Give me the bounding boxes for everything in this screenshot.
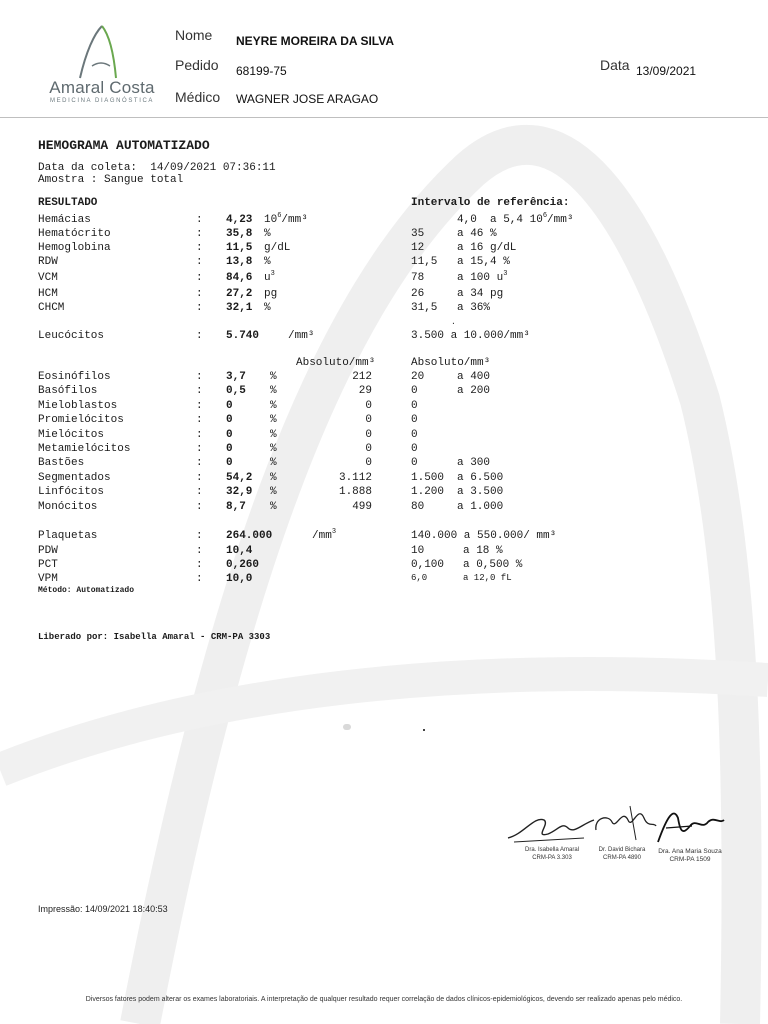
result-name: Hemácias bbox=[38, 214, 91, 226]
platelet-row bbox=[0, 573, 768, 587]
platelet-name: Plaquetas bbox=[38, 530, 98, 542]
cell-name: Eosinófilos bbox=[38, 371, 111, 383]
result-row bbox=[0, 256, 768, 270]
ref-low: 12 bbox=[411, 242, 425, 254]
unit-text: % bbox=[264, 302, 271, 314]
ref-text: a 100 u bbox=[457, 272, 504, 284]
colon: : bbox=[196, 228, 203, 240]
platelet-value: 10,0 bbox=[226, 573, 253, 585]
cell-name: Promielócitos bbox=[38, 414, 124, 427]
cell-percent: 32,9 bbox=[226, 486, 253, 499]
colon: : bbox=[196, 559, 203, 571]
ref-low: 26 bbox=[411, 288, 425, 300]
ref-low: 78 bbox=[411, 272, 425, 284]
platelet-row bbox=[0, 530, 768, 544]
differential-row bbox=[0, 400, 768, 414]
result-unit bbox=[264, 214, 308, 226]
colon: : bbox=[196, 302, 203, 314]
cell-name: Mieloblastos bbox=[38, 399, 118, 412]
ref-low: 35 bbox=[411, 228, 425, 240]
ref-low: 0 bbox=[411, 428, 418, 441]
leucocitos-row bbox=[0, 330, 768, 344]
cell-absolute: 0 bbox=[365, 428, 372, 441]
ref-high bbox=[490, 214, 573, 226]
ref-high: a 200 bbox=[457, 385, 491, 398]
cell-percent: 54,2 bbox=[226, 471, 253, 484]
unit-text: % bbox=[264, 256, 271, 268]
ref-low: 80 bbox=[411, 500, 425, 513]
cell-percent: 0 bbox=[226, 443, 233, 455]
signature-1-name: Dra. Isabella Amaral bbox=[524, 847, 580, 853]
signature-ana-maria-souza bbox=[652, 804, 728, 848]
ref-high: a 0,500 % bbox=[463, 559, 523, 571]
cell-absolute: 0 bbox=[365, 399, 372, 412]
unit-text: pg bbox=[264, 288, 278, 300]
platelet-unit bbox=[312, 530, 336, 542]
colon: : bbox=[196, 256, 203, 268]
pedido-label: Pedido bbox=[175, 57, 219, 73]
ref-low: 4,0 bbox=[457, 214, 477, 226]
signature-2-crm: CRM-PA 4890 bbox=[603, 855, 641, 861]
medico-label: Médico bbox=[175, 89, 221, 105]
unit-sup: 3 bbox=[331, 528, 337, 536]
percent-sign: % bbox=[270, 457, 277, 470]
ref-high: a 3.500 bbox=[457, 486, 504, 499]
footer-disclaimer: Diversos fatores podem alterar os exames laboratoriais. A interpretação de qualquer resultado requer correlação de dados clínicos-epidemiológicos, devendo ser realizado apenas pelo médico. bbox=[85, 996, 683, 1003]
brand-name: Amaral Costa bbox=[49, 78, 155, 97]
cell-name: Mielócitos bbox=[38, 428, 105, 441]
brand-logo bbox=[38, 22, 162, 108]
patient-name: NEYRE MOREIRA DA SILVA bbox=[236, 34, 395, 48]
ref-high: a 12,0 fL bbox=[463, 573, 512, 583]
cell-absolute: 0 bbox=[365, 414, 372, 427]
colon: : bbox=[196, 288, 203, 300]
speck bbox=[343, 724, 351, 730]
print-timestamp: Impressão: 14/09/2021 18:40:53 bbox=[38, 904, 168, 914]
ref-sup: 6 bbox=[542, 212, 548, 220]
platelet-name: VPM bbox=[38, 573, 58, 585]
released-by: Liberado por: Isabella Amaral - CRM-PA 3303 bbox=[38, 632, 271, 642]
ref-high bbox=[457, 272, 507, 284]
result-row bbox=[0, 272, 768, 286]
colon: : bbox=[196, 385, 203, 398]
ref-low: 1.200 bbox=[411, 486, 445, 499]
colon: : bbox=[196, 428, 203, 441]
cell-percent: 3,7 bbox=[226, 371, 246, 383]
cell-percent: 0 bbox=[226, 414, 233, 427]
result-unit bbox=[264, 228, 271, 240]
leucocitos-name: Leucócitos bbox=[38, 330, 105, 342]
colon: : bbox=[196, 414, 203, 427]
differential-row bbox=[0, 501, 768, 515]
result-unit bbox=[264, 256, 271, 268]
colon: : bbox=[196, 471, 203, 484]
colon: : bbox=[196, 371, 203, 383]
colon: : bbox=[196, 486, 203, 499]
cell-absolute: 3.112 bbox=[338, 471, 372, 484]
cell-absolute: 29 bbox=[358, 385, 372, 398]
result-value: 32,1 bbox=[226, 302, 253, 314]
medico-name: WAGNER JOSE ARAGAO bbox=[236, 92, 379, 106]
result-value: 13,8 bbox=[226, 256, 253, 268]
percent-sign: % bbox=[270, 471, 277, 484]
ref-high: a 1.000 bbox=[457, 500, 504, 513]
ref-text: a 46 % bbox=[457, 228, 497, 240]
ref-high: a 400 bbox=[457, 371, 491, 383]
platelet-value: 264.000 bbox=[226, 530, 273, 542]
platelet-row bbox=[0, 559, 768, 573]
ref-sup: 3 bbox=[503, 270, 508, 278]
abs-header-left: Absoluto/mm³ bbox=[296, 357, 376, 369]
result-value: 11,5 bbox=[226, 242, 253, 254]
data-label: Data bbox=[600, 57, 630, 73]
unit-text: g/dL bbox=[264, 242, 291, 254]
differential-row bbox=[0, 443, 768, 457]
ref-high: a 300 bbox=[457, 457, 491, 470]
platelet-value: 10,4 bbox=[226, 545, 253, 557]
method-note: Método: Automatizado bbox=[38, 586, 135, 595]
colon: : bbox=[196, 457, 203, 470]
abs-header-right: Absoluto/mm³ bbox=[411, 357, 491, 369]
cell-percent: 0 bbox=[226, 457, 233, 470]
differential-row bbox=[0, 414, 768, 428]
differential-row bbox=[0, 486, 768, 500]
ref-high bbox=[457, 256, 510, 268]
ref-text: a 5,4 10 bbox=[490, 214, 543, 226]
result-row bbox=[0, 302, 768, 316]
cell-percent: 8,7 bbox=[226, 500, 246, 513]
cell-name: Monócitos bbox=[38, 500, 98, 513]
result-name: RDW bbox=[38, 256, 58, 268]
cell-absolute: 212 bbox=[352, 371, 372, 383]
logo-arc-icon bbox=[72, 22, 122, 82]
percent-sign: % bbox=[270, 486, 277, 499]
unit-tail: /mm³ bbox=[281, 214, 308, 226]
ref-text: a 15,4 % bbox=[457, 256, 510, 268]
differential-row bbox=[0, 457, 768, 471]
sample-type: Amostra : Sangue total bbox=[38, 174, 184, 186]
differential-row bbox=[0, 472, 768, 486]
percent-sign: % bbox=[270, 385, 277, 398]
ref-low: 0 bbox=[411, 457, 418, 470]
nome-label: Nome bbox=[175, 27, 213, 43]
result-value: 84,6 bbox=[226, 272, 253, 284]
result-name: HCM bbox=[38, 288, 58, 300]
percent-sign: % bbox=[270, 500, 277, 513]
colon: : bbox=[196, 330, 203, 342]
ref-text: a 16 g/dL bbox=[457, 242, 517, 254]
colon: : bbox=[196, 242, 203, 254]
resultado-heading: RESULTADO bbox=[38, 197, 98, 209]
colon: : bbox=[196, 530, 203, 542]
ref-low: 0 bbox=[411, 443, 418, 455]
differential-row bbox=[0, 429, 768, 443]
result-value: 4,23 bbox=[226, 214, 253, 226]
ref-tail: /mm³ bbox=[547, 214, 574, 226]
result-row bbox=[0, 228, 768, 242]
result-row bbox=[0, 214, 768, 228]
ref-low: 11,5 bbox=[411, 256, 438, 268]
ref-high bbox=[457, 242, 516, 254]
percent-sign: % bbox=[270, 399, 277, 412]
differential-row bbox=[0, 385, 768, 399]
referencia-heading: Intervalo de referência: bbox=[411, 197, 570, 209]
result-name: CHCM bbox=[38, 302, 65, 314]
result-name: VCM bbox=[38, 272, 58, 284]
ref-low: 0 bbox=[411, 414, 418, 427]
ref-low: 10 bbox=[411, 545, 425, 557]
ref-low: 6,0 bbox=[411, 573, 428, 583]
cell-name: Metamielócitos bbox=[38, 443, 131, 455]
cell-percent: 0 bbox=[226, 428, 233, 441]
report-title: HEMOGRAMA AUTOMATIZADO bbox=[38, 138, 210, 153]
percent-sign: % bbox=[270, 414, 277, 427]
platelet-name: PCT bbox=[38, 559, 58, 571]
brand-subtitle: MEDICINA DIAGNÓSTICA bbox=[49, 98, 154, 104]
result-unit bbox=[264, 302, 271, 314]
unit-sup: 6 bbox=[277, 212, 282, 220]
colon: : bbox=[196, 573, 203, 585]
leucocitos-ref: 3.500 a 10.000/mm³ bbox=[411, 330, 530, 342]
platelet-value: 0,260 bbox=[226, 559, 260, 571]
result-name: Hemoglobina bbox=[38, 242, 111, 254]
cell-name: Linfócitos bbox=[38, 486, 105, 499]
colon: : bbox=[196, 545, 203, 557]
colon: : bbox=[196, 500, 203, 513]
result-row bbox=[0, 242, 768, 256]
ref-low: 31,5 bbox=[411, 302, 438, 314]
result-unit bbox=[264, 242, 290, 254]
differential-row bbox=[0, 371, 768, 385]
ref-text: a 36% bbox=[457, 302, 491, 314]
cell-absolute: 499 bbox=[352, 500, 372, 513]
result-unit bbox=[264, 288, 277, 300]
platelet-name: PDW bbox=[38, 545, 58, 557]
unit-text: 10 bbox=[264, 214, 278, 226]
result-value: 35,8 bbox=[226, 228, 253, 240]
result-value: 27,2 bbox=[226, 288, 253, 300]
ref-text: a 34 pg bbox=[457, 288, 504, 300]
unit-text: /mm bbox=[312, 530, 332, 542]
colon: : bbox=[196, 443, 203, 455]
cell-name: Bastões bbox=[38, 457, 85, 470]
signature-caption-3 bbox=[650, 848, 730, 864]
ref-high bbox=[457, 228, 497, 240]
colon: : bbox=[196, 272, 203, 284]
cell-name: Basófilos bbox=[38, 385, 98, 398]
cell-absolute: 1.888 bbox=[338, 486, 372, 499]
signature-1-crm: CRM-PA 3.303 bbox=[532, 855, 572, 861]
cell-percent: 0,5 bbox=[226, 385, 246, 398]
signature-3-name: Dra. Ana Maria Souza bbox=[658, 848, 722, 855]
cell-absolute: 0 bbox=[365, 443, 372, 455]
leucocitos-value: 5.740 bbox=[226, 330, 260, 342]
cell-name: Segmentados bbox=[38, 471, 111, 484]
data-value: 13/09/2021 bbox=[636, 64, 697, 78]
ref-high bbox=[457, 302, 490, 314]
result-row bbox=[0, 288, 768, 302]
cell-absolute: 0 bbox=[365, 457, 372, 470]
collection-date: Data da coleta: 14/09/2021 07:36:11 bbox=[38, 162, 276, 174]
signature-david-bichara bbox=[590, 800, 660, 846]
ref-low: 0,100 bbox=[411, 559, 445, 571]
colon: : bbox=[196, 214, 203, 226]
ref-low: 1.500 bbox=[411, 471, 445, 484]
percent-sign: % bbox=[270, 428, 277, 441]
unit-text: u bbox=[264, 272, 271, 284]
result-unit bbox=[264, 272, 275, 284]
ref-low: 0 bbox=[411, 399, 418, 412]
signature-3-crm: CRM-PA 1509 bbox=[669, 856, 711, 863]
signature-isabella-amaral bbox=[504, 808, 600, 848]
dot-mark: . bbox=[451, 318, 456, 327]
ref-low: 0 bbox=[411, 385, 418, 398]
leucocitos-unit: /mm³ bbox=[288, 330, 315, 342]
platelet-row bbox=[0, 545, 768, 559]
cell-percent: 0 bbox=[226, 399, 233, 412]
unit-text: % bbox=[264, 228, 271, 240]
ref-low: 20 bbox=[411, 371, 425, 383]
ref-low: 140.000 a 550.000/ mm³ bbox=[411, 530, 557, 542]
percent-sign: % bbox=[270, 371, 277, 383]
header-divider bbox=[0, 117, 768, 118]
ref-high: a 18 % bbox=[463, 545, 503, 557]
dot bbox=[423, 729, 425, 731]
ref-high: a 6.500 bbox=[457, 471, 504, 484]
percent-sign: % bbox=[270, 443, 277, 455]
unit-sup: 3 bbox=[270, 270, 275, 278]
pedido-number: 68199-75 bbox=[236, 64, 287, 78]
ref-high bbox=[457, 288, 503, 300]
result-name: Hematócrito bbox=[38, 228, 111, 240]
signature-caption-2 bbox=[586, 846, 658, 862]
signature-2-name: Dr. David Bichara bbox=[598, 847, 646, 853]
colon: : bbox=[196, 399, 203, 412]
